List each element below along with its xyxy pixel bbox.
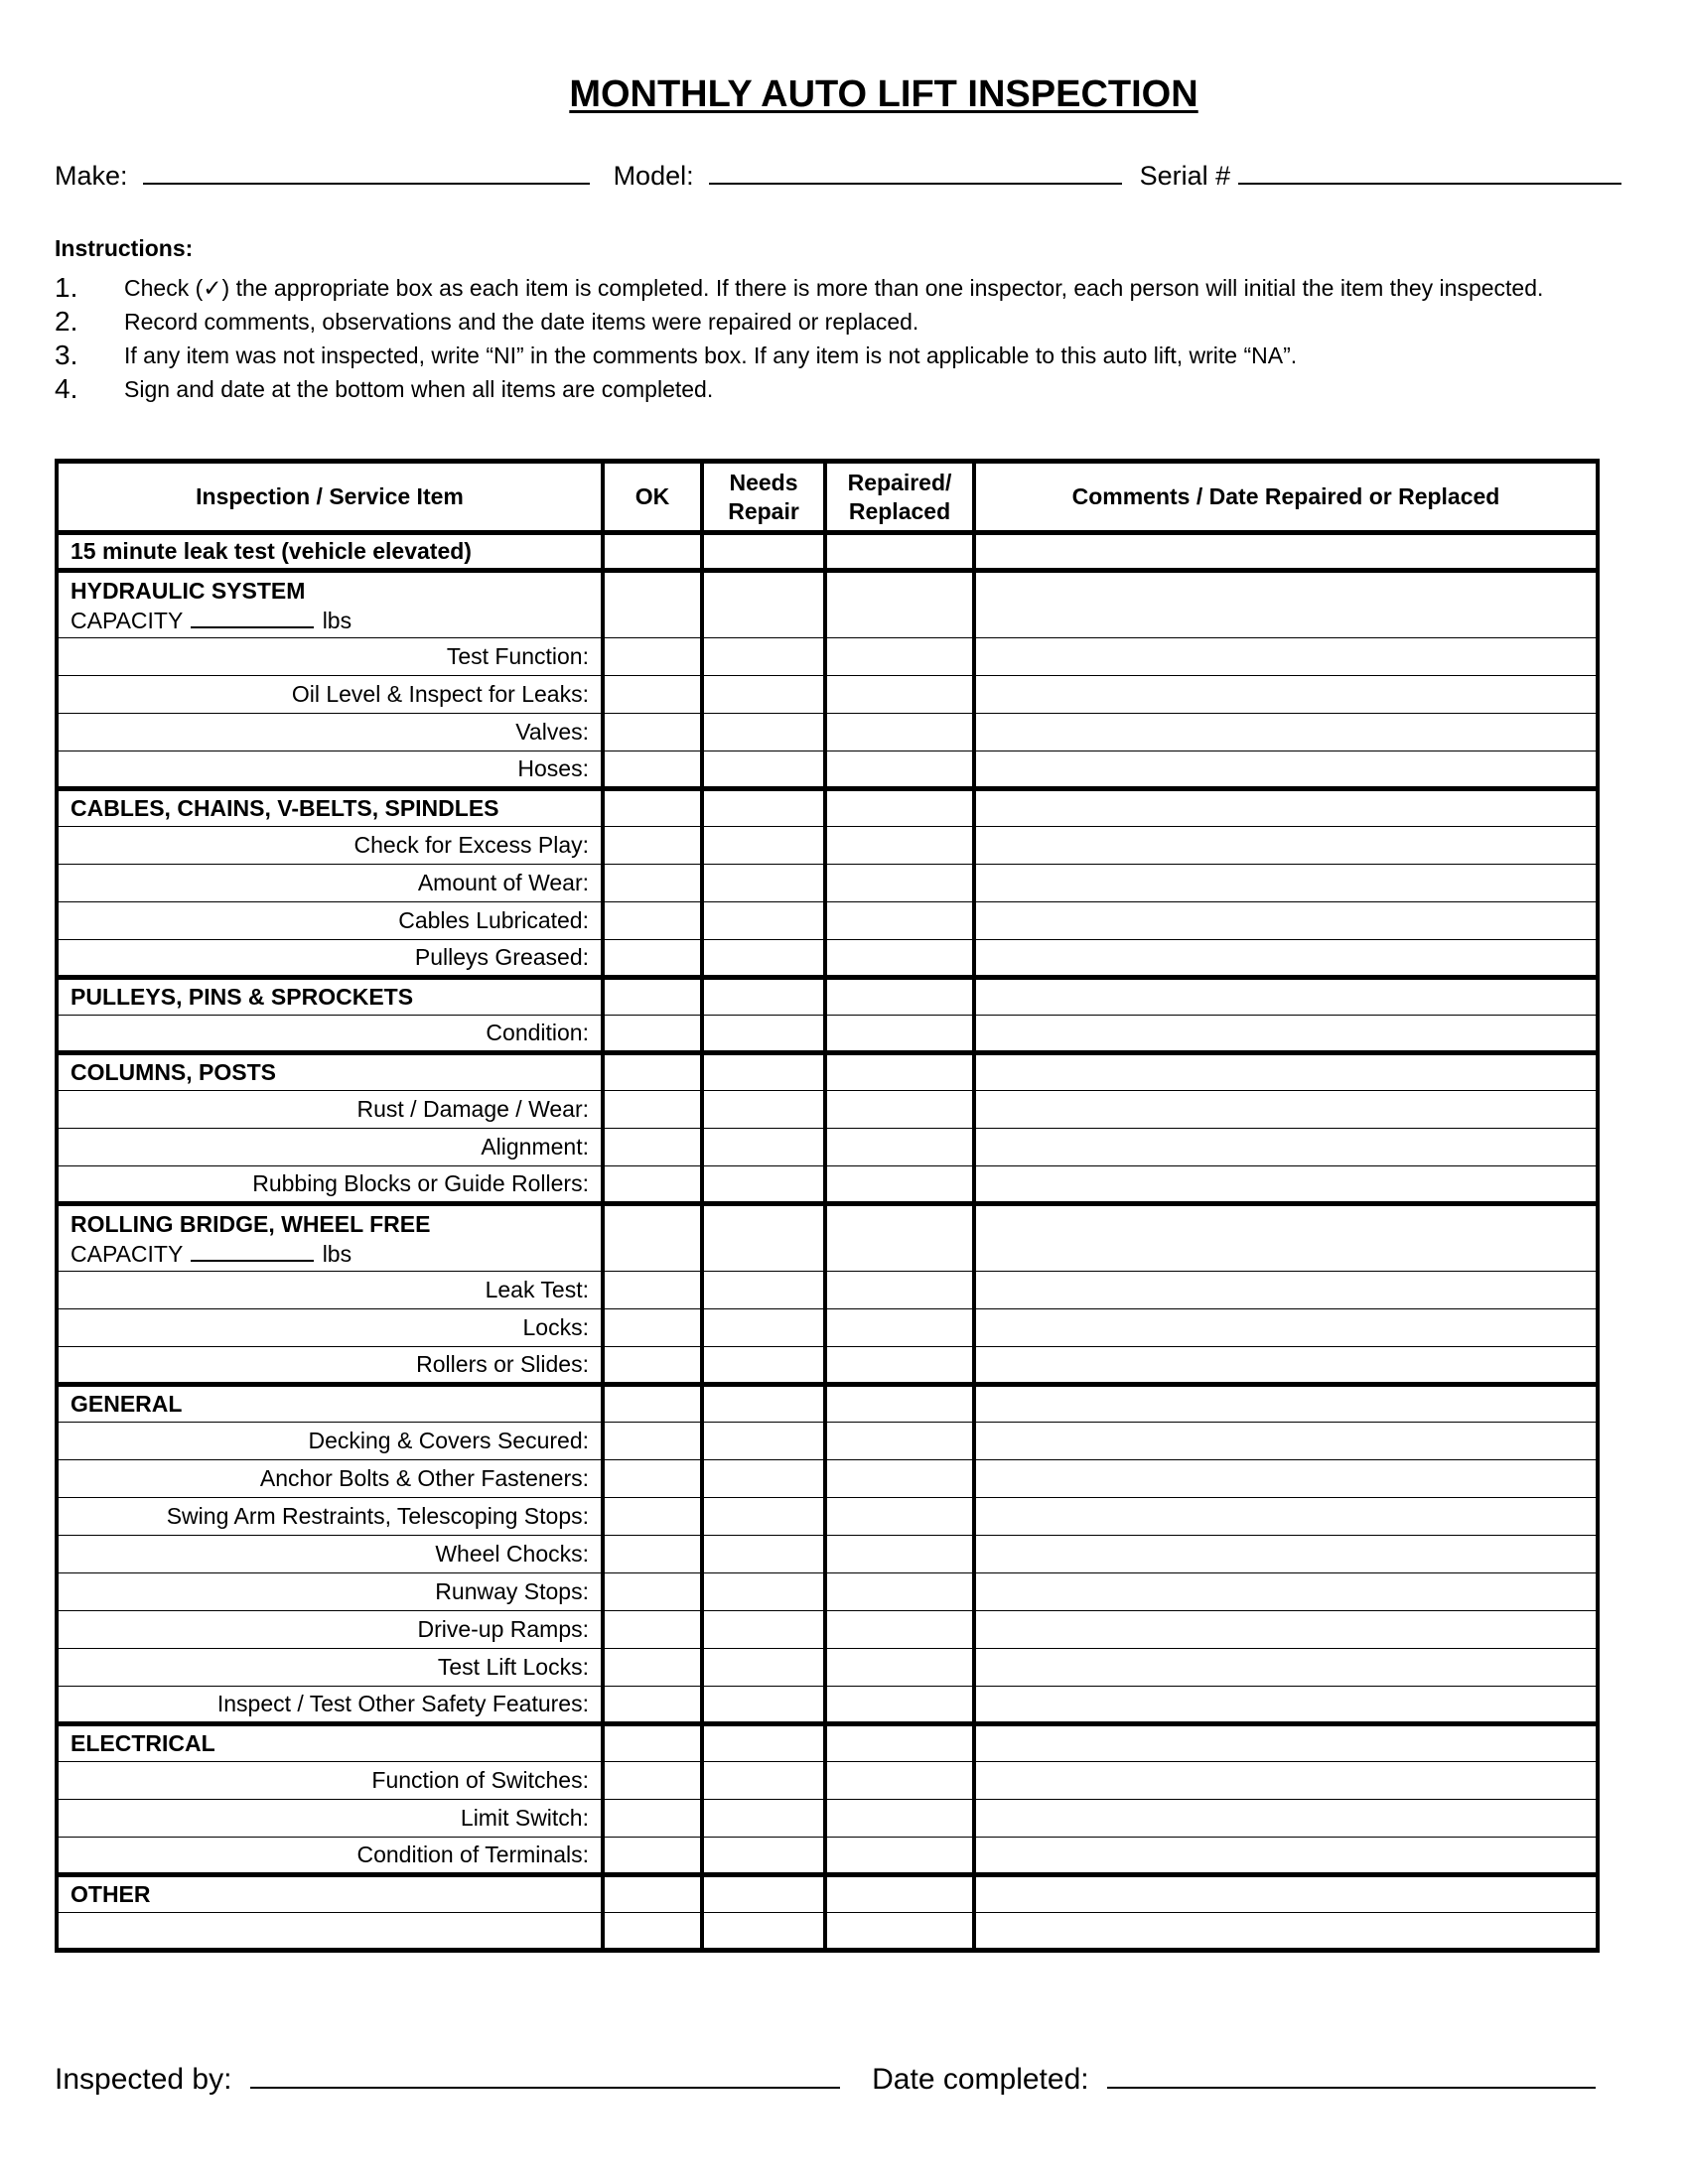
- item-label: Hoses:: [57, 751, 603, 789]
- table-row: [57, 1536, 1598, 1573]
- comments-cell[interactable]: [974, 978, 1598, 1016]
- section-row: [57, 1053, 1598, 1091]
- ok-cell[interactable]: [603, 1913, 702, 1951]
- repaired-cell[interactable]: [825, 1913, 974, 1951]
- item-label: Leak Test:: [57, 1272, 603, 1309]
- comments-cell[interactable]: [974, 1053, 1598, 1091]
- ok-cell[interactable]: [603, 571, 702, 638]
- repaired-cell[interactable]: [825, 1687, 974, 1724]
- ok-cell[interactable]: [603, 1573, 702, 1611]
- ok-cell[interactable]: [603, 1611, 702, 1649]
- item-label: Alignment:: [57, 1129, 603, 1166]
- ok-cell[interactable]: [603, 638, 702, 676]
- needs-repair-cell[interactable]: [702, 1875, 825, 1913]
- repaired-cell[interactable]: [825, 978, 974, 1016]
- needs-repair-cell[interactable]: [702, 827, 825, 865]
- item-label: Wheel Chocks:: [57, 1536, 603, 1573]
- table-row: [57, 1347, 1598, 1385]
- item-label: Valves:: [57, 714, 603, 751]
- table-row: [57, 1016, 1598, 1053]
- ok-cell[interactable]: [603, 1838, 702, 1875]
- ok-cell[interactable]: [603, 1762, 702, 1800]
- header-needs-repair: [702, 462, 825, 533]
- ok-cell[interactable]: [603, 1016, 702, 1053]
- section-row: [57, 1875, 1598, 1913]
- comments-cell[interactable]: [974, 1498, 1598, 1536]
- needs-repair-cell[interactable]: [702, 1762, 825, 1800]
- ok-cell[interactable]: [603, 1309, 702, 1347]
- section-title: CABLES, CHAINS, V-BELTS, SPINDLES: [57, 789, 603, 827]
- instruction-text: Check (✓) the appropriate box as each item is completed. If there is more than one inspector, each person will initial the item they inspected.: [124, 275, 1544, 301]
- needs-repair-cell[interactable]: [702, 902, 825, 940]
- ok-cell[interactable]: [603, 1536, 702, 1573]
- table-row: [57, 827, 1598, 865]
- capacity-label: CAPACITY: [70, 607, 183, 633]
- item-label: Rollers or Slides:: [57, 1347, 603, 1385]
- needs-repair-cell[interactable]: [702, 940, 825, 978]
- instructions-heading: Instructions:: [55, 235, 194, 261]
- ok-cell[interactable]: [603, 1272, 702, 1309]
- needs-repair-cell[interactable]: [702, 1053, 825, 1091]
- comments-cell[interactable]: [974, 1838, 1598, 1875]
- ok-cell[interactable]: [603, 1166, 702, 1204]
- repaired-cell[interactable]: [825, 1204, 974, 1272]
- table-row: [57, 1498, 1598, 1536]
- section-title: ELECTRICAL: [57, 1724, 603, 1762]
- repaired-cell[interactable]: [825, 827, 974, 865]
- needs-repair-cell[interactable]: [702, 1091, 825, 1129]
- inspection-table: [55, 459, 1600, 1953]
- header-needs-repair-line1: Needs: [729, 469, 798, 495]
- capacity-field[interactable]: [191, 609, 314, 628]
- equipment-fields: [55, 159, 1604, 192]
- section-row: [57, 978, 1598, 1016]
- ok-cell[interactable]: [603, 1800, 702, 1838]
- serial-field[interactable]: [1238, 159, 1621, 185]
- section-title: OTHER: [57, 1875, 603, 1913]
- needs-repair-cell[interactable]: [702, 978, 825, 1016]
- model-field[interactable]: [709, 159, 1122, 185]
- section-title: GENERAL: [57, 1385, 603, 1423]
- needs-repair-cell[interactable]: [702, 1423, 825, 1460]
- comments-cell[interactable]: [974, 1800, 1598, 1838]
- inspected-by-field[interactable]: [250, 2063, 840, 2089]
- repaired-cell[interactable]: [825, 1053, 974, 1091]
- item-label: Condition:: [57, 1016, 603, 1053]
- comments-cell[interactable]: [974, 1166, 1598, 1204]
- section-title-cell: [57, 1204, 603, 1272]
- table-row: [57, 1762, 1598, 1800]
- section-title: PULLEYS, PINS & SPROCKETS: [57, 978, 603, 1016]
- instruction-text: If any item was not inspected, write “NI” in the comments box. If any item is not applicable to this auto lift, write “NA”.: [124, 342, 1298, 368]
- comments-cell[interactable]: [974, 1129, 1598, 1166]
- instruction-number: 1.: [55, 272, 78, 303]
- table-row: [57, 1272, 1598, 1309]
- item-label: Test Function:: [57, 638, 603, 676]
- comments-cell[interactable]: [974, 1347, 1598, 1385]
- item-label: Rubbing Blocks or Guide Rollers:: [57, 1166, 603, 1204]
- ok-cell[interactable]: [603, 1129, 702, 1166]
- repaired-cell[interactable]: [825, 1166, 974, 1204]
- item-label: Decking & Covers Secured:: [57, 1423, 603, 1460]
- repaired-cell[interactable]: [825, 1649, 974, 1687]
- instruction-text: Sign and date at the bottom when all items are completed.: [124, 376, 714, 402]
- repaired-cell[interactable]: [825, 902, 974, 940]
- table-row: [57, 1573, 1598, 1611]
- item-label: Runway Stops:: [57, 1573, 603, 1611]
- comments-cell[interactable]: [974, 638, 1598, 676]
- instruction-item: [55, 308, 1574, 336]
- ok-cell[interactable]: [603, 865, 702, 902]
- other-item-field[interactable]: [57, 1913, 603, 1951]
- table-row: [57, 940, 1598, 978]
- item-label: Oil Level & Inspect for Leaks:: [57, 676, 603, 714]
- table-row: [57, 902, 1598, 940]
- item-label: Locks:: [57, 1309, 603, 1347]
- comments-cell[interactable]: [974, 827, 1598, 865]
- repaired-cell[interactable]: [825, 751, 974, 789]
- table-row: [57, 1838, 1598, 1875]
- needs-repair-cell[interactable]: [702, 751, 825, 789]
- header-repaired: [825, 462, 974, 533]
- comments-cell[interactable]: [974, 1913, 1598, 1951]
- item-label: Anchor Bolts & Other Fasteners:: [57, 1460, 603, 1498]
- table-row: [57, 1800, 1598, 1838]
- table-row: [57, 1309, 1598, 1347]
- table-header-row: [57, 462, 1598, 533]
- ok-cell[interactable]: [603, 940, 702, 978]
- instruction-item: [55, 341, 1574, 369]
- comments-cell[interactable]: [974, 533, 1598, 571]
- section-row: [57, 789, 1598, 827]
- needs-repair-cell[interactable]: [702, 1913, 825, 1951]
- ok-cell[interactable]: [603, 1053, 702, 1091]
- section-row: [57, 1204, 1598, 1272]
- item-label: Inspect / Test Other Safety Features:: [57, 1687, 603, 1724]
- instruction-number: 4.: [55, 373, 78, 404]
- capacity-label: CAPACITY: [70, 1240, 183, 1267]
- comments-cell[interactable]: [974, 1536, 1598, 1573]
- ok-cell[interactable]: [603, 978, 702, 1016]
- repaired-cell[interactable]: [825, 1724, 974, 1762]
- needs-repair-cell[interactable]: [702, 1724, 825, 1762]
- ok-cell[interactable]: [603, 676, 702, 714]
- table-row: [57, 1687, 1598, 1724]
- needs-repair-cell[interactable]: [702, 1687, 825, 1724]
- section-row: [57, 1385, 1598, 1423]
- repaired-cell[interactable]: [825, 571, 974, 638]
- needs-repair-cell[interactable]: [702, 714, 825, 751]
- repaired-cell[interactable]: [825, 865, 974, 902]
- comments-cell[interactable]: [974, 676, 1598, 714]
- serial-label: Serial #: [1139, 161, 1231, 191]
- table-row: [57, 1423, 1598, 1460]
- ok-cell[interactable]: [603, 827, 702, 865]
- signature-footer: [55, 2063, 1604, 2097]
- comments-cell[interactable]: [974, 902, 1598, 940]
- table-row: [57, 1649, 1598, 1687]
- repaired-cell[interactable]: [825, 1016, 974, 1053]
- date-completed-field[interactable]: [1107, 2063, 1596, 2089]
- needs-repair-cell[interactable]: [702, 638, 825, 676]
- leak-test-label: 15 minute leak test (vehicle elevated): [57, 533, 603, 571]
- section-row: [57, 571, 1598, 638]
- comments-cell[interactable]: [974, 1016, 1598, 1053]
- item-label: Drive-up Ramps:: [57, 1611, 603, 1649]
- repaired-cell[interactable]: [825, 1611, 974, 1649]
- header-ok: OK: [603, 462, 702, 533]
- comments-cell[interactable]: [974, 1724, 1598, 1762]
- repaired-cell[interactable]: [825, 1385, 974, 1423]
- ok-cell[interactable]: [603, 533, 702, 571]
- header-repaired-line2: Replaced: [848, 497, 951, 524]
- comments-cell[interactable]: [974, 789, 1598, 827]
- repaired-cell[interactable]: [825, 533, 974, 571]
- capacity-unit: lbs: [322, 607, 352, 633]
- instructions-list: [55, 274, 1574, 409]
- comments-cell[interactable]: [974, 865, 1598, 902]
- repaired-cell[interactable]: [825, 1129, 974, 1166]
- instruction-item: [55, 375, 1574, 403]
- item-label: Condition of Terminals:: [57, 1838, 603, 1875]
- capacity-unit: lbs: [322, 1240, 352, 1267]
- table-row: [57, 714, 1598, 751]
- instruction-number: 3.: [55, 340, 78, 370]
- needs-repair-cell[interactable]: [702, 533, 825, 571]
- table-row: [57, 1913, 1598, 1951]
- needs-repair-cell[interactable]: [702, 1347, 825, 1385]
- repaired-cell[interactable]: [825, 1875, 974, 1913]
- repaired-cell[interactable]: [825, 1573, 974, 1611]
- item-label: Swing Arm Restraints, Telescoping Stops:: [57, 1498, 603, 1536]
- ok-cell[interactable]: [603, 751, 702, 789]
- capacity-field[interactable]: [191, 1242, 314, 1262]
- repaired-cell[interactable]: [825, 1091, 974, 1129]
- needs-repair-cell[interactable]: [702, 1272, 825, 1309]
- needs-repair-cell[interactable]: [702, 789, 825, 827]
- header-needs-repair-line2: Repair: [728, 497, 799, 524]
- date-completed-label: Date completed:: [872, 2063, 1089, 2096]
- repaired-cell[interactable]: [825, 789, 974, 827]
- comments-cell[interactable]: [974, 1204, 1598, 1272]
- needs-repair-cell[interactable]: [702, 1204, 825, 1272]
- comments-cell[interactable]: [974, 1091, 1598, 1129]
- item-label: Amount of Wear:: [57, 865, 603, 902]
- needs-repair-cell[interactable]: [702, 1129, 825, 1166]
- needs-repair-cell[interactable]: [702, 1498, 825, 1536]
- repaired-cell[interactable]: [825, 1460, 974, 1498]
- repaired-cell[interactable]: [825, 1536, 974, 1573]
- comments-cell[interactable]: [974, 751, 1598, 789]
- ok-cell[interactable]: [603, 1649, 702, 1687]
- comments-cell[interactable]: [974, 571, 1598, 638]
- repaired-cell[interactable]: [825, 1498, 974, 1536]
- needs-repair-cell[interactable]: [702, 1385, 825, 1423]
- needs-repair-cell[interactable]: [702, 1166, 825, 1204]
- ok-cell[interactable]: [603, 1498, 702, 1536]
- needs-repair-cell[interactable]: [702, 1611, 825, 1649]
- ok-cell[interactable]: [603, 1091, 702, 1129]
- table-row: [57, 638, 1598, 676]
- table-row: [57, 676, 1598, 714]
- needs-repair-cell[interactable]: [702, 1536, 825, 1573]
- section-title: ROLLING BRIDGE, WHEEL FREE: [70, 1210, 431, 1237]
- ok-cell[interactable]: [603, 1460, 702, 1498]
- comments-cell[interactable]: [974, 714, 1598, 751]
- comments-cell[interactable]: [974, 1687, 1598, 1724]
- needs-repair-cell[interactable]: [702, 865, 825, 902]
- instruction-text: Record comments, observations and the date items were repaired or replaced.: [124, 309, 919, 335]
- section-title: COLUMNS, POSTS: [57, 1053, 603, 1091]
- comments-cell[interactable]: [974, 1272, 1598, 1309]
- item-label: Check for Excess Play:: [57, 827, 603, 865]
- repaired-cell[interactable]: [825, 638, 974, 676]
- inspected-by-label: Inspected by:: [55, 2063, 232, 2096]
- needs-repair-cell[interactable]: [702, 1838, 825, 1875]
- instruction-number: 2.: [55, 306, 78, 337]
- page-title: MONTHLY AUTO LIFT INSPECTION: [569, 73, 1198, 115]
- ok-cell[interactable]: [603, 1687, 702, 1724]
- table-row: [57, 1460, 1598, 1498]
- repaired-cell[interactable]: [825, 1309, 974, 1347]
- ok-cell[interactable]: [603, 1423, 702, 1460]
- item-label: Limit Switch:: [57, 1800, 603, 1838]
- repaired-cell[interactable]: [825, 1423, 974, 1460]
- repaired-cell[interactable]: [825, 1762, 974, 1800]
- comments-cell[interactable]: [974, 1649, 1598, 1687]
- item-label: Test Lift Locks:: [57, 1649, 603, 1687]
- ok-cell[interactable]: [603, 1347, 702, 1385]
- table-row: [57, 1129, 1598, 1166]
- repaired-cell[interactable]: [825, 714, 974, 751]
- comments-cell[interactable]: [974, 1875, 1598, 1913]
- comments-cell[interactable]: [974, 1762, 1598, 1800]
- comments-cell[interactable]: [974, 1309, 1598, 1347]
- comments-cell[interactable]: [974, 940, 1598, 978]
- table-row: [57, 1611, 1598, 1649]
- ok-cell[interactable]: [603, 789, 702, 827]
- table-row: [57, 1166, 1598, 1204]
- header-comments: Comments / Date Repaired or Replaced: [974, 462, 1598, 533]
- table-row: [57, 751, 1598, 789]
- ok-cell[interactable]: [603, 714, 702, 751]
- make-label: Make:: [55, 161, 128, 191]
- item-label: Pulleys Greased:: [57, 940, 603, 978]
- comments-cell[interactable]: [974, 1460, 1598, 1498]
- needs-repair-cell[interactable]: [702, 1800, 825, 1838]
- ok-cell[interactable]: [603, 1724, 702, 1762]
- table-row: [57, 1091, 1598, 1129]
- header-repaired-line1: Repaired/: [847, 469, 952, 495]
- item-label: Rust / Damage / Wear:: [57, 1091, 603, 1129]
- item-label: Function of Switches:: [57, 1762, 603, 1800]
- comments-cell[interactable]: [974, 1611, 1598, 1649]
- table-row: [57, 533, 1598, 571]
- repaired-cell[interactable]: [825, 940, 974, 978]
- needs-repair-cell[interactable]: [702, 1460, 825, 1498]
- ok-cell[interactable]: [603, 1875, 702, 1913]
- ok-cell[interactable]: [603, 1204, 702, 1272]
- section-title: HYDRAULIC SYSTEM: [70, 577, 306, 604]
- needs-repair-cell[interactable]: [702, 1016, 825, 1053]
- ok-cell[interactable]: [603, 902, 702, 940]
- section-title-cell: [57, 571, 603, 638]
- item-label: Cables Lubricated:: [57, 902, 603, 940]
- section-row: [57, 1724, 1598, 1762]
- repaired-cell[interactable]: [825, 1838, 974, 1875]
- needs-repair-cell[interactable]: [702, 1649, 825, 1687]
- comments-cell[interactable]: [974, 1423, 1598, 1460]
- needs-repair-cell[interactable]: [702, 571, 825, 638]
- needs-repair-cell[interactable]: [702, 1573, 825, 1611]
- instruction-item: [55, 274, 1574, 302]
- repaired-cell[interactable]: [825, 1272, 974, 1309]
- needs-repair-cell[interactable]: [702, 1309, 825, 1347]
- repaired-cell[interactable]: [825, 1800, 974, 1838]
- make-field[interactable]: [143, 159, 590, 185]
- ok-cell[interactable]: [603, 1385, 702, 1423]
- needs-repair-cell[interactable]: [702, 676, 825, 714]
- comments-cell[interactable]: [974, 1385, 1598, 1423]
- comments-cell[interactable]: [974, 1573, 1598, 1611]
- model-label: Model:: [613, 161, 694, 191]
- repaired-cell[interactable]: [825, 1347, 974, 1385]
- table-row: [57, 865, 1598, 902]
- header-item: Inspection / Service Item: [57, 462, 603, 533]
- repaired-cell[interactable]: [825, 676, 974, 714]
